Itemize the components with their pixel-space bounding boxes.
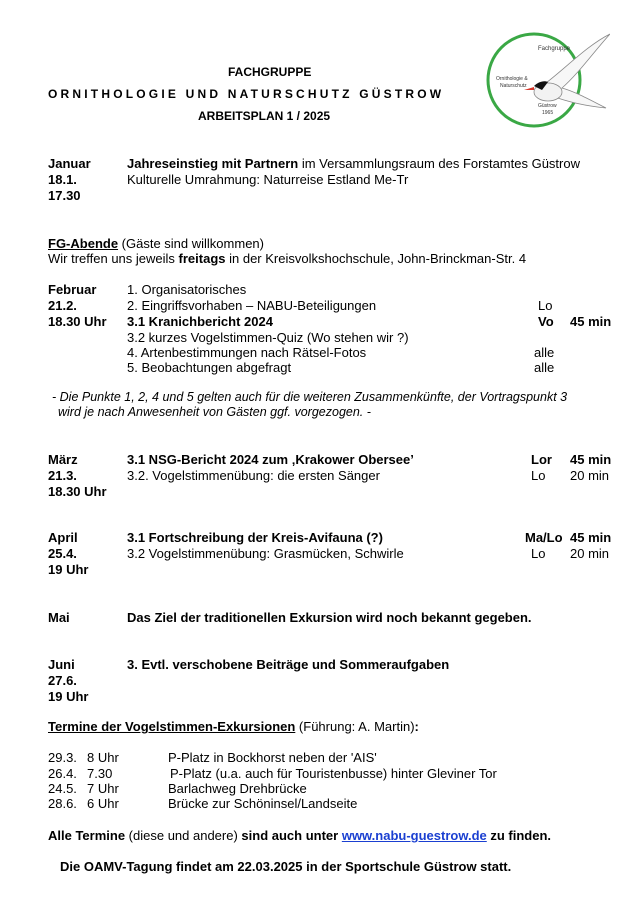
excursion-place: Barlachweg Drehbrücke [168,781,307,796]
february-item-3: 3.1 Kranichbericht 2024 [127,314,273,329]
logo-text-bottom1: Güstrow [538,103,557,109]
february-time: 18.30 Uhr [48,314,107,329]
excursion-time: 7.30 [87,766,113,781]
footer-also: sind auch unter [241,828,342,843]
excursion-time: 7 Uhr [87,781,119,796]
february-item-5-who: alle [534,345,555,360]
april-time: 19 Uhr [48,562,89,577]
january-line-2: Kulturelle Umrahmung: Naturreise Estland Me-Tr [127,172,409,187]
header-line-1: FACHGRUPPE [228,65,312,79]
logo-text-bottom2: 1965 [542,110,554,116]
excursions-colon: : [414,719,419,734]
excursion-place: P-Platz (u.a. auch für Touristenbusse) hinter Gleviner Tor [170,766,497,781]
excursion-place: Brücke zur Schöninsel/Landseite [168,796,358,811]
april-item-1-who: Ma/Lo [525,530,563,545]
march-month: März [48,452,78,467]
march-time: 18.30 Uhr [48,484,107,499]
january-title [127,156,580,171]
february-item-4: 3.2 kurzes Vogelstimmen-Quiz (Wo stehen wir ?) [127,330,409,345]
march-item-1-duration: 45 min [570,452,612,467]
excursion-date: 24.5. [48,781,77,796]
april-month: April [48,530,78,545]
april-item-2-who: Lo [531,546,546,561]
header-line-3: ARBEITSPLAN 1 / 2025 [198,109,331,123]
excursion-time: 8 Uhr [87,750,119,765]
january-title-rest: im Versammlungsraum des Forstamtes Güstrow [298,156,580,171]
january-date: 18.1. [48,172,77,187]
note-line-2: wird je nach Anwesenheit von Gästen ggf. vorgezogen. - [58,405,371,419]
excursion-date: 26.4. [48,766,77,781]
june-text: 3. Evtl. verschobene Beiträge und Sommeraufgaben [127,657,450,672]
oamv-notice: Die OAMV-Tagung findet am 22.03.2025 in der Sportschule Güstrow statt. [60,859,512,874]
fg-intro-c: in der Kreisvolkshochschule, John-Brinckman-Str. 4 [225,251,527,266]
april-item-2-duration: 20 min [570,546,610,561]
february-date: 21.2. [48,298,77,313]
january-title-bold: Jahreseinstieg mit Partnern [127,156,299,171]
april-item-1: 3.1 Fortschreibung der Kreis-Avifauna (?) [127,530,383,545]
excursions-heading-row [48,719,419,734]
excursion-date: 28.6. [48,796,77,811]
february-item-6-who: alle [534,360,555,375]
fg-guests: (Gäste sind willkommen) [118,236,264,251]
june-month: Juni [48,657,75,672]
note-line-1: - Die Punkte 1, 2, 4 und 5 gelten auch für die weiteren Zusammenkünfte, der Vortragspunkt 3 [52,390,568,404]
february-item-3-duration: 45 min [570,314,612,329]
logo-text-mid1: Ornithologie & [496,76,528,82]
may-month: Mai [48,610,70,625]
excursion-place: P-Platz in Bockhorst neben der 'AIS' [168,750,377,765]
fg-intro [48,251,526,266]
june-time: 19 Uhr [48,689,89,704]
march-item-1: 3.1 NSG-Bericht 2024 zum ‚Krakower Obersee’ [127,452,414,467]
february-item-1: 1. Organisatorisches [127,282,247,297]
february-item-2-who: Lo [538,298,553,313]
footer-line [48,828,551,843]
april-item-2: 3.2 Vogelstimmenübung: Grasmücken, Schwirle [127,546,404,561]
march-date: 21.3. [48,468,77,483]
excursion-time: 6 Uhr [87,796,119,811]
january-time: 17.30 [48,188,81,203]
february-month: Februar [48,282,97,297]
march-item-2: 3.2. Vogelstimmenübung: die ersten Sänger [127,468,380,483]
april-date: 25.4. [48,546,77,561]
footer-all-dates: Alle Termine [48,828,126,843]
february-item-5: 4. Artenbestimmungen nach Rätsel-Fotos [127,345,367,360]
february-item-2: 2. Eingriffsvorhaben – NABU-Beteiligungen [127,298,377,313]
april-item-1-duration: 45 min [570,530,612,545]
logo-text-mid2: Naturschutz [500,83,527,89]
website-link[interactable]: www.nabu-guestrow.de [341,828,487,843]
fachgruppe-logo [482,30,610,130]
march-item-2-who: Lo [531,468,546,483]
footer-paren: (diese und andere) [125,828,242,843]
january-month: Januar [48,156,91,171]
may-text: Das Ziel der traditionellen Exkursion wird noch bekannt gegeben. [127,610,532,625]
fg-heading: FG-Abende [48,236,119,251]
march-item-2-duration: 20 min [570,468,610,483]
excursions-leader: (Führung: A. Martin) [295,719,415,734]
fg-intro-weekday: freitags [178,251,226,266]
february-item-3-who: Vo [538,314,554,329]
march-item-1-who: Lor [531,452,552,467]
fg-heading-row [48,236,264,251]
fg-intro-a: Wir treffen uns jeweils [48,251,179,266]
header-line-2: ORNITHOLOGIE UND NATURSCHUTZ GÜSTROW [48,87,445,101]
excursion-date: 29.3. [48,750,77,765]
logo-text-top: Fachgruppe [538,46,571,52]
june-date: 27.6. [48,673,77,688]
excursions-heading: Termine der Vogelstimmen-Exkursionen [48,719,296,734]
footer-find: zu finden. [486,828,552,843]
february-item-6: 5. Beobachtungen abgefragt [127,360,292,375]
